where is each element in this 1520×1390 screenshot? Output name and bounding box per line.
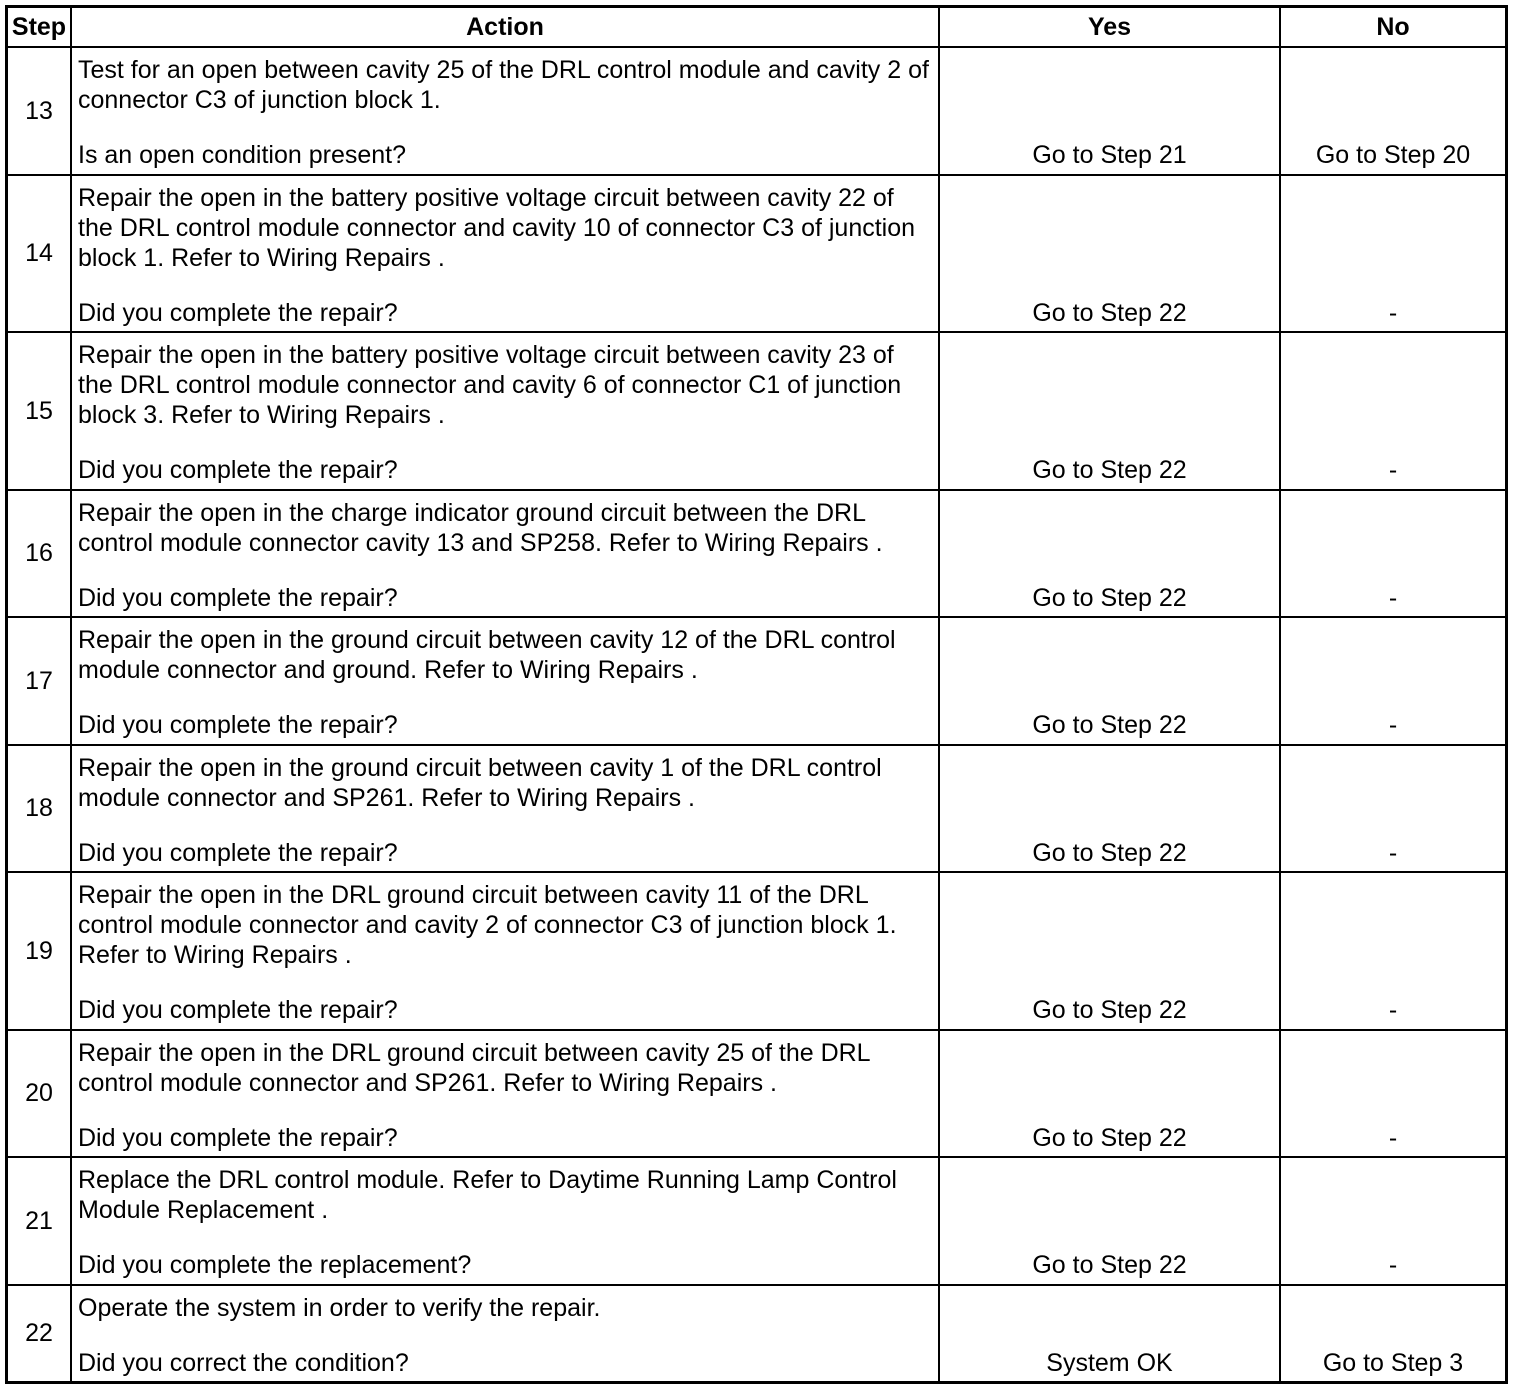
- table-row: [8, 333, 1505, 491]
- step-number: 22: [8, 1286, 72, 1382]
- no-result: -: [1388, 838, 1398, 867]
- step-number: 15: [8, 333, 72, 489]
- action-question: Did you complete the repair?: [78, 583, 398, 612]
- table-row: [8, 491, 1505, 619]
- table-body: [8, 48, 1505, 1381]
- action-question: Did you complete the repair?: [78, 838, 398, 867]
- no-result: -: [1388, 583, 1398, 612]
- action-cell: [72, 618, 940, 744]
- action-question: Did you complete the repair?: [78, 456, 398, 484]
- yes-result: Go to Step 22: [1032, 838, 1187, 867]
- yes-result: System OK: [1046, 1348, 1173, 1377]
- no-result: -: [1388, 711, 1398, 739]
- yes-result: Go to Step 21: [1032, 141, 1187, 169]
- table-row: [8, 746, 1505, 874]
- yes-cell: [940, 1158, 1281, 1284]
- action-cell: [72, 1286, 940, 1382]
- action-line: Repair the open in the battery positive voltage circuit between cavity 22 of: [78, 183, 894, 212]
- step-number: 21: [8, 1158, 72, 1284]
- action-cell: [72, 491, 940, 617]
- no-cell: [1281, 176, 1505, 332]
- action-cell: [72, 1031, 940, 1157]
- no-cell: [1281, 48, 1505, 174]
- diagnostic-table: [5, 5, 1508, 1384]
- action-line: Repair the open in the ground circuit between cavity 1 of the DRL control: [78, 753, 882, 782]
- action-line: Refer to Wiring Repairs .: [78, 941, 352, 969]
- action-question: Did you complete the repair?: [78, 298, 398, 327]
- header-no: No: [1376, 13, 1410, 41]
- header-yes: Yes: [940, 8, 1281, 46]
- no-cell: [1281, 1031, 1505, 1157]
- yes-cell: [940, 333, 1281, 489]
- action-line: connector C3 of junction block 1.: [78, 86, 441, 114]
- action-line: Operate the system in order to verify the repair.: [78, 1293, 601, 1322]
- action-line: control module connector and cavity 2 of connector C3 of junction block 1.: [78, 911, 897, 939]
- no-result: -: [1388, 1251, 1398, 1279]
- yes-cell: [940, 491, 1281, 617]
- action-question: Did you complete the repair?: [78, 1123, 398, 1152]
- yes-cell: [940, 746, 1281, 872]
- action-line: Test for an open between cavity 25 of the DRL control module and cavity 2 of: [78, 56, 929, 84]
- yes-cell: [940, 1031, 1281, 1157]
- action-line: Repair the open in the battery positive voltage circuit between cavity 23 of: [78, 341, 894, 369]
- no-result: -: [1388, 996, 1398, 1024]
- action-line: the DRL control module connector and cavity 10 of connector C3 of junction: [78, 213, 916, 242]
- yes-cell: [940, 618, 1281, 744]
- step-number: 20: [8, 1031, 72, 1157]
- action-line: Repair the open in the charge indicator ground circuit between the DRL: [78, 498, 866, 527]
- yes-result: Go to Step 22: [1032, 298, 1187, 327]
- action-line: Repair the open in the DRL ground circuit between cavity 25 of the DRL: [78, 1038, 871, 1067]
- no-cell: [1281, 333, 1505, 489]
- action-question: Did you correct the condition?: [78, 1348, 409, 1377]
- action-question: Did you complete the repair?: [78, 996, 398, 1024]
- header-step: Step: [8, 8, 72, 46]
- action-cell: [72, 333, 940, 489]
- step-number: 18: [8, 746, 72, 872]
- yes-result: Go to Step 22: [1032, 583, 1187, 612]
- action-line: Replace the DRL control module. Refer to Daytime Running Lamp Control: [78, 1166, 897, 1194]
- table-row: [8, 873, 1505, 1031]
- yes-cell: [940, 176, 1281, 332]
- table-row: [8, 1158, 1505, 1286]
- no-cell: [1281, 491, 1505, 617]
- action-line: Repair the open in the ground circuit between cavity 12 of the DRL control: [78, 626, 896, 654]
- table-row: [8, 618, 1505, 746]
- action-cell: [72, 873, 940, 1029]
- step-number: 17: [8, 618, 72, 744]
- action-line: module connector and ground. Refer to Wiring Repairs .: [78, 656, 698, 684]
- no-cell: [1281, 1158, 1505, 1284]
- action-question: Is an open condition present?: [78, 141, 407, 169]
- table-row: [8, 1031, 1505, 1159]
- yes-cell: [940, 48, 1281, 174]
- action-cell: [72, 746, 940, 872]
- yes-cell: [940, 1286, 1281, 1382]
- table-header: [8, 8, 1505, 48]
- action-question: Did you complete the replacement?: [78, 1251, 472, 1279]
- action-cell: [72, 176, 940, 332]
- action-line: block 3. Refer to Wiring Repairs .: [78, 401, 445, 429]
- action-line: module connector and SP261. Refer to Wiring Repairs .: [78, 783, 695, 812]
- action-cell: [72, 48, 940, 174]
- no-cell: [1281, 746, 1505, 872]
- no-result: -: [1388, 1123, 1398, 1152]
- no-cell: [1281, 873, 1505, 1029]
- yes-result: Go to Step 22: [1032, 456, 1187, 484]
- action-line: control module connector cavity 13 and SP258. Refer to Wiring Repairs .: [78, 528, 883, 557]
- action-line: the DRL control module connector and cavity 6 of connector C1 of junction: [78, 371, 902, 399]
- step-number: 16: [8, 491, 72, 617]
- yes-result: Go to Step 22: [1032, 1251, 1187, 1279]
- step-number: 14: [8, 176, 72, 332]
- action-line: block 1. Refer to Wiring Repairs .: [78, 243, 445, 272]
- action-cell: [72, 1158, 940, 1284]
- action-line: control module connector and SP261. Refer to Wiring Repairs .: [78, 1068, 777, 1097]
- table-row: [8, 48, 1505, 176]
- table-row: [8, 176, 1505, 334]
- header-action: Action: [72, 8, 940, 46]
- no-result: -: [1388, 456, 1398, 484]
- yes-cell: [940, 873, 1281, 1029]
- no-result: Go to Step 3: [1322, 1348, 1464, 1377]
- no-cell: [1281, 1286, 1505, 1382]
- step-number: 13: [8, 48, 72, 174]
- step-number: 19: [8, 873, 72, 1029]
- yes-result: Go to Step 22: [1032, 1123, 1187, 1152]
- yes-result: Go to Step 22: [1032, 996, 1187, 1024]
- action-line: Module Replacement .: [78, 1196, 329, 1224]
- table-row: [8, 1286, 1505, 1382]
- action-question: Did you complete the repair?: [78, 711, 398, 739]
- no-cell: [1281, 618, 1505, 744]
- no-result: -: [1388, 298, 1398, 327]
- action-line: Repair the open in the DRL ground circuit between cavity 11 of the DRL: [78, 881, 869, 909]
- no-result: Go to Step 20: [1315, 141, 1471, 169]
- yes-result: Go to Step 22: [1032, 711, 1187, 739]
